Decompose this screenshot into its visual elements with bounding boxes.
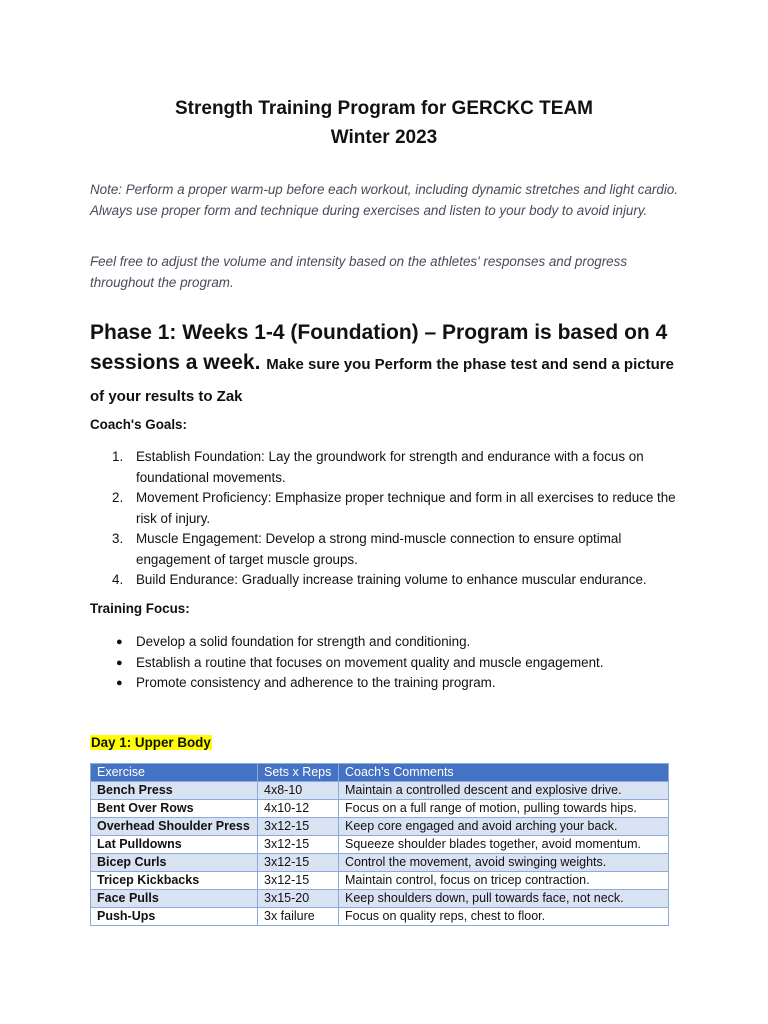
sets-cell: 3x failure	[258, 908, 339, 926]
document-title	[0, 94, 768, 152]
list-text: Build Endurance: Gradually increase training volume to enhance muscular endurance.	[136, 572, 647, 587]
bullet-icon: ●	[116, 656, 123, 669]
comment-cell: Maintain control, focus on tricep contraction.	[339, 872, 669, 890]
list-text: Establish a routine that focuses on movement quality and muscle engagement.	[136, 654, 604, 670]
list-number: 1.	[112, 449, 124, 464]
column-header-sets: Sets x Reps	[258, 764, 339, 782]
list-item	[90, 570, 680, 591]
comment-cell: Control the movement, avoid swinging weights.	[339, 854, 669, 872]
adjust-note: Feel free to adjust the volume and intensity based on the athletes' responses and progress throughout the program.	[90, 254, 628, 290]
sets-cell: 3x12-15	[258, 818, 339, 836]
table-row	[91, 836, 669, 854]
list-number: 3.	[112, 531, 124, 546]
comment-cell: Keep core engaged and avoid arching your back.	[339, 818, 669, 836]
list-item	[90, 447, 680, 488]
table-row	[91, 818, 669, 836]
table-row	[91, 782, 669, 800]
phase-instruction: Make sure you Perform the phase test and send a picture of your results to Zak	[90, 356, 674, 405]
list-number: 2.	[112, 490, 124, 505]
list-item	[90, 673, 680, 694]
list-number: 4.	[112, 572, 124, 587]
table-header-row	[91, 764, 669, 782]
phase-heading	[90, 318, 690, 412]
day-1-table	[90, 763, 669, 926]
day-1-label: Day 1: Upper Body	[91, 735, 211, 750]
exercise-cell: Overhead Shoulder Press	[91, 818, 258, 836]
list-text: Establish Foundation: Lay the groundwork for strength and endurance with a focus on foundational movements.	[136, 449, 644, 485]
sets-cell: 4x8-10	[258, 782, 339, 800]
exercise-cell: Face Pulls	[91, 890, 258, 908]
sets-cell: 3x12-15	[258, 872, 339, 890]
comment-cell: Squeeze shoulder blades together, avoid momentum.	[339, 836, 669, 854]
list-item	[90, 653, 680, 674]
exercise-cell: Bent Over Rows	[91, 800, 258, 818]
focus-label: Training Focus:	[90, 601, 190, 616]
table-row	[91, 872, 669, 890]
exercise-cell: Tricep Kickbacks	[91, 872, 258, 890]
sets-cell: 4x10-12	[258, 800, 339, 818]
list-item	[90, 529, 680, 570]
bullet-icon: ●	[116, 636, 123, 648]
goals-list	[90, 447, 680, 591]
list-item	[90, 632, 680, 653]
sets-cell: 3x15-20	[258, 890, 339, 908]
bullet-icon: ●	[116, 677, 123, 689]
phase-title: Phase 1: Weeks 1-4 (Foundation) – Program is based on 4 sessions a week.	[90, 321, 668, 374]
exercise-cell: Bicep Curls	[91, 854, 258, 872]
exercise-cell: Push-Ups	[91, 908, 258, 926]
warmup-note: Note: Perform a proper warm-up before each workout, including dynamic stretches and light cardio. Always use proper form and technique during exercises and listen to your body to avoid injury.	[90, 182, 678, 218]
table-row	[91, 890, 669, 908]
goals-label: Coach's Goals:	[90, 417, 187, 432]
comment-cell: Focus on a full range of motion, pulling towards hips.	[339, 800, 669, 818]
title-line-1: Strength Training Program for GERCKC TEAM	[174, 98, 594, 119]
exercise-cell: Bench Press	[91, 782, 258, 800]
focus-list	[90, 632, 680, 694]
table-row	[91, 908, 669, 926]
comment-cell: Maintain a controlled descent and explosive drive.	[339, 782, 669, 800]
exercise-cell: Lat Pulldowns	[91, 836, 258, 854]
table-row	[91, 854, 669, 872]
list-text: Muscle Engagement: Develop a strong mind-muscle connection to ensure optimal engagement of target muscle groups.	[136, 531, 622, 567]
column-header-exercise: Exercise	[91, 764, 258, 782]
sets-cell: 3x12-15	[258, 854, 339, 872]
list-text: Movement Proficiency: Emphasize proper technique and form in all exercises to reduce the risk of injury.	[136, 490, 676, 526]
title-line-2: Winter 2023	[330, 127, 438, 148]
comment-cell: Focus on quality reps, chest to floor.	[339, 908, 669, 926]
sets-cell: 3x12-15	[258, 836, 339, 854]
table-row	[91, 800, 669, 818]
list-text: Develop a solid foundation for strength and conditioning.	[136, 634, 471, 649]
list-text: Promote consistency and adherence to the training program.	[136, 675, 496, 690]
column-header-comments: Coach's Comments	[339, 764, 669, 782]
list-item	[90, 488, 680, 529]
comment-cell: Keep shoulders down, pull towards face, not neck.	[339, 890, 669, 908]
